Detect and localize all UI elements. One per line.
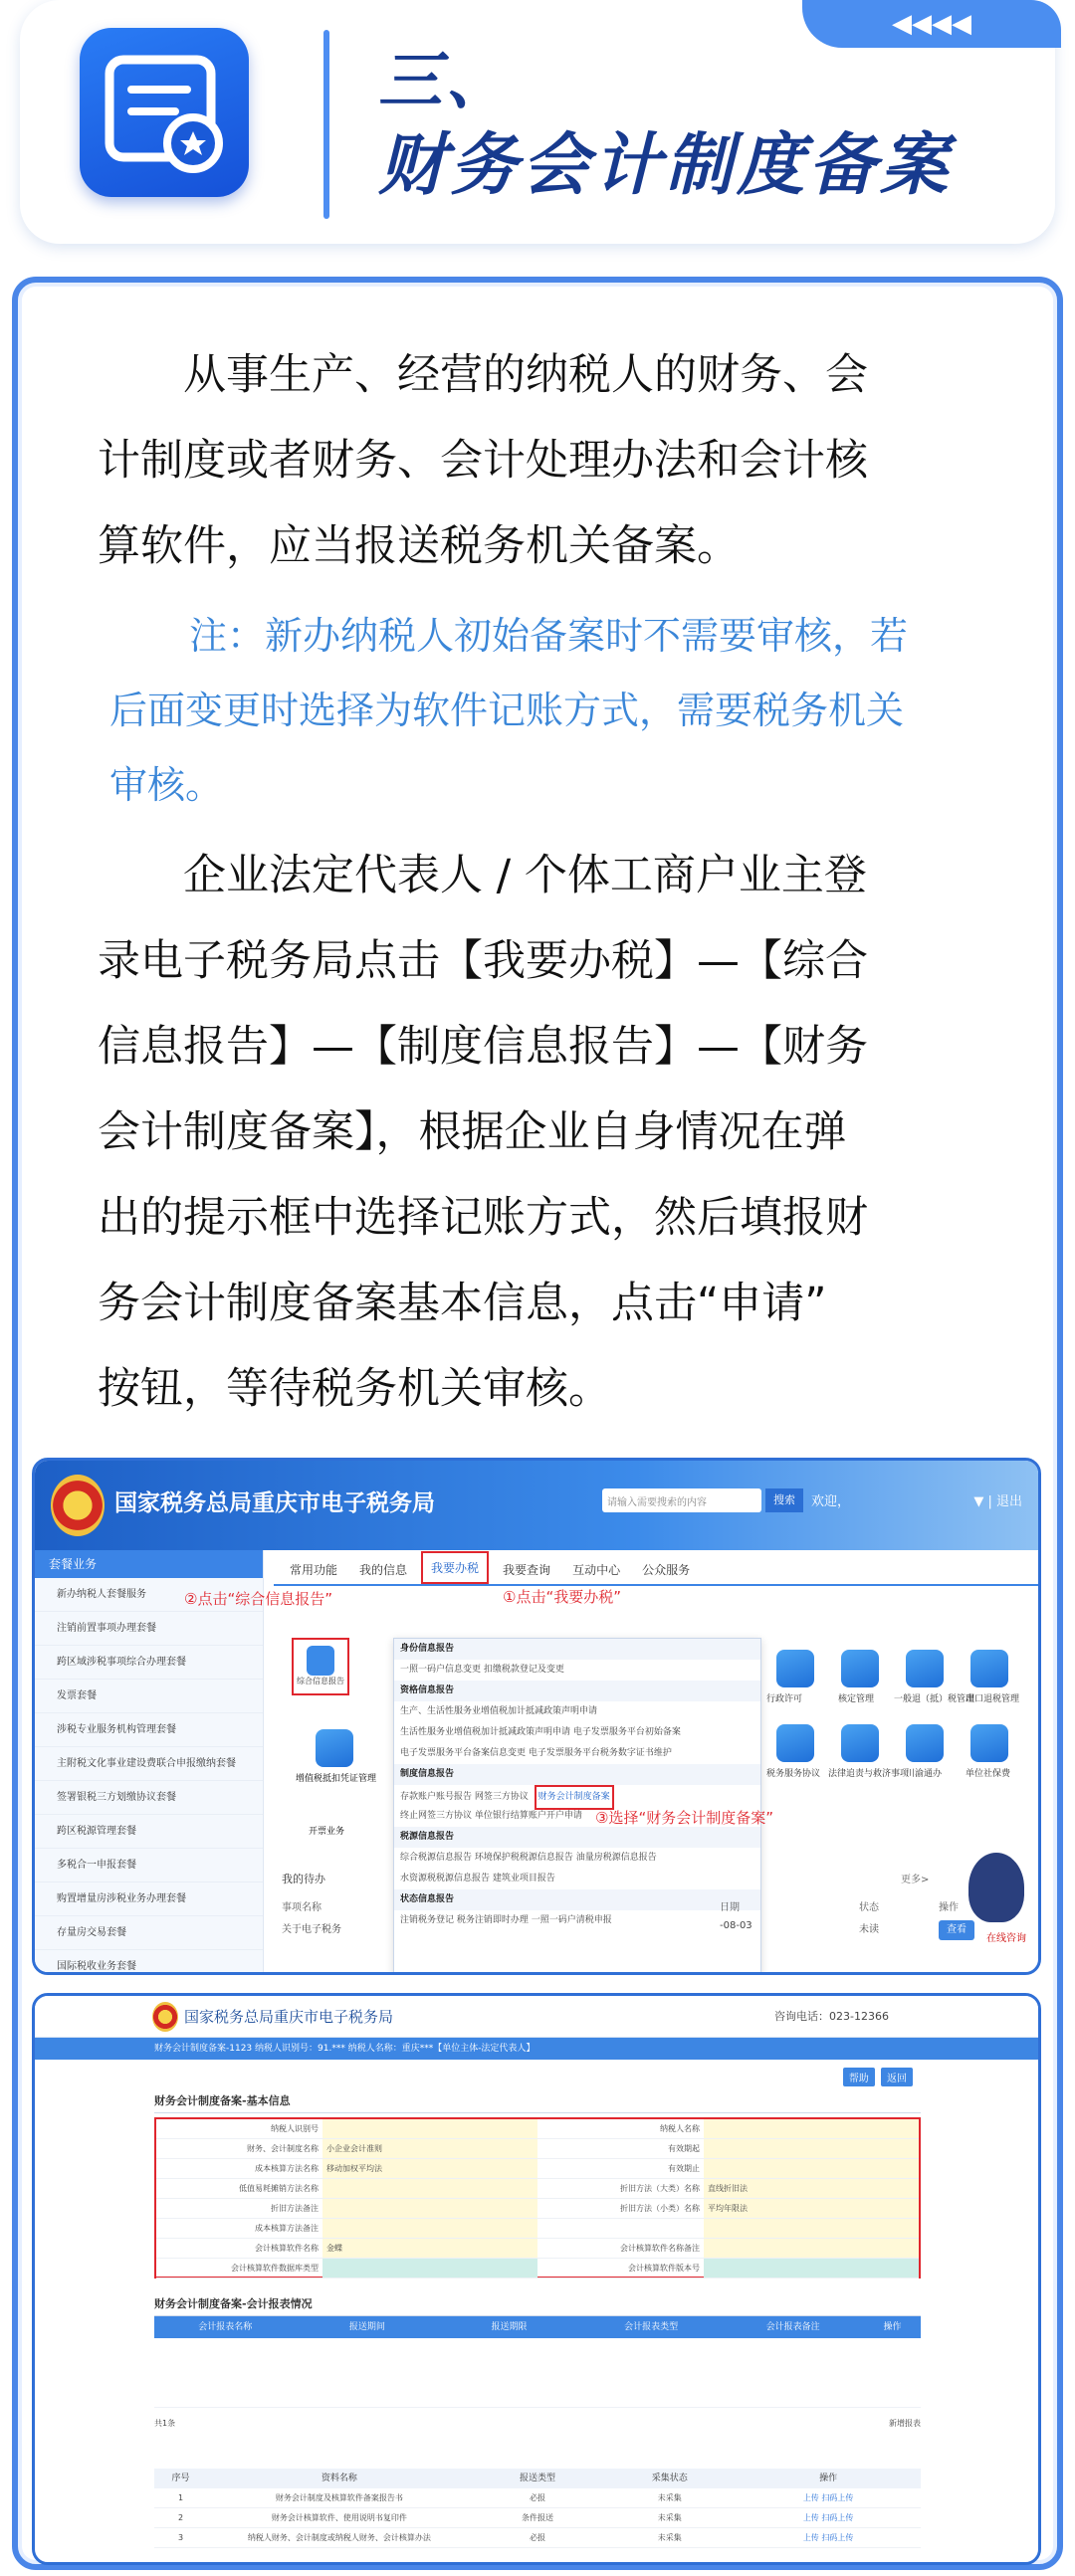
upload-link[interactable]: 上传 扫码上传 [802, 2533, 854, 2542]
field-label: 折旧方法备注 [271, 2204, 320, 2213]
col-header: 日期 [720, 1902, 740, 1913]
cell: 未采集 [657, 2513, 682, 2522]
sidebar-item[interactable]: 签署银税三方划缴协议套餐 [35, 1781, 263, 1815]
field-label: 会计核算软件版本号 [628, 2264, 701, 2273]
field-value[interactable]: 直线折旧法 [704, 2179, 919, 2198]
form-buttons [840, 2068, 913, 2086]
divider [323, 30, 329, 219]
agreement-icon[interactable] [776, 1724, 814, 1762]
field-value[interactable]: 小企业会计准则 [322, 2139, 538, 2158]
text-line: 企业法定代表人 / 个体工商户业主登 [183, 851, 867, 900]
icon-label: 增值税抵扣凭证管理 [296, 1774, 377, 1784]
col-header: 操作 [883, 2322, 902, 2332]
col-header: 状态 [859, 1902, 879, 1913]
col-header: 报送类型 [520, 2474, 556, 2483]
menu-item-financial-filing[interactable]: 财务会计制度备案 [535, 1785, 614, 1810]
new-report-button[interactable]: 新增报表 [889, 2419, 921, 2428]
total-count: 共1条 [154, 2419, 176, 2428]
field-value[interactable] [322, 2179, 538, 2198]
field-label: 成本核算方法备注 [255, 2224, 320, 2233]
col-header: 操作 [939, 1902, 959, 1913]
section-reports: 财务会计制度备案-会计报表情况 [154, 2292, 921, 2316]
col-header: 报送期限 [491, 2322, 528, 2332]
icon-label: 核定管理 [838, 1694, 875, 1704]
note-line: 注：新办纳税人初始备案时不需要审核，若 [189, 614, 909, 658]
col-header: 报送期间 [348, 2322, 385, 2332]
section-number: 三、 [378, 44, 514, 118]
menu-item[interactable] [394, 1785, 760, 1806]
doc-row [154, 2488, 921, 2508]
sidebar-item[interactable]: 发票套餐 [35, 1680, 263, 1713]
field-label: 低值易耗摊销方法名称 [239, 2184, 320, 2193]
field-value[interactable] [704, 2139, 919, 2158]
tab-bar [274, 1550, 1038, 1586]
cell: 财务会计核算软件、使用说明书复印件 [271, 2513, 407, 2522]
sidebar-item[interactable]: 注销前置事项办理套餐 [35, 1612, 263, 1646]
text-line: 录电子税务局点击【我要办税】—【综合 [98, 936, 868, 986]
screenshot-menu [32, 1458, 1041, 1975]
text-line: 信息报告】—【制度信息报告】—【财务 [98, 1022, 868, 1072]
cell: 条件报送 [522, 2513, 553, 2522]
text-line: 出的提示框中选择记账方式，然后填报财 [98, 1193, 868, 1243]
search-button[interactable]: 搜索 [765, 1488, 803, 1512]
sidebar-item[interactable]: 主附税文化事业建设费联合申报缴纳套餐 [35, 1747, 263, 1781]
form-body [154, 2068, 921, 2548]
cell: 必报 [530, 2493, 545, 2502]
basic-info-form [154, 2117, 921, 2279]
menu-item[interactable]: 注销税务登记 税务注销即时办理 一照一码户清税申报 [400, 1915, 612, 1925]
field-value[interactable] [322, 2199, 538, 2218]
cell: -08-03 [720, 1920, 752, 1931]
col-header: 事项名称 [282, 1902, 322, 1913]
col-header: 会计报表名称 [198, 2322, 253, 2332]
legal-icon[interactable] [841, 1724, 879, 1762]
field-value[interactable]: 金蝶 [322, 2239, 538, 2258]
field-value[interactable] [704, 2219, 919, 2238]
menu-item[interactable]: 水资源税税源信息报告 建筑业项目报告 [400, 1874, 555, 1883]
col-header: 序号 [171, 2474, 190, 2483]
license-icon[interactable] [776, 1650, 814, 1687]
col-header: 资料名称 [321, 2474, 357, 2483]
menu-header: 状态信息报告 [394, 1889, 760, 1910]
sidebar-item[interactable]: 购置增量房涉税业务办理套餐 [35, 1882, 263, 1916]
col-header: 操作 [819, 2474, 838, 2483]
field-value[interactable] [704, 2159, 919, 2178]
refund-icon[interactable] [906, 1650, 944, 1687]
field-label: 会计核算软件名称备注 [620, 2244, 701, 2253]
ribbon-arrows: ◀◀◀◀ [802, 0, 1061, 48]
field-label: 财务、会计制度名称 [247, 2144, 320, 2153]
report-footer [154, 2418, 921, 2429]
field-label: 折旧方法（小类）名称 [620, 2204, 701, 2213]
phone-text: 咨询电话：023-12366 [774, 2010, 889, 2023]
help-button[interactable]: 帮助 [843, 2068, 875, 2086]
menu-header: 身份信息报告 [394, 1639, 760, 1660]
menu-item[interactable]: 终止网签三方协议 单位银行结算账户开户申请 [400, 1811, 582, 1821]
field-value[interactable] [704, 2119, 919, 2138]
text-line: 会计制度备案】，根据企业自身情况在弹 [98, 1107, 847, 1157]
icon-label: 开票业务 [309, 1827, 345, 1837]
chuanyu-icon[interactable] [906, 1724, 944, 1762]
export-refund-icon[interactable] [970, 1650, 1008, 1687]
view-button[interactable]: 查看 [939, 1920, 974, 1940]
document-icon [80, 28, 249, 197]
icon-label: 单位社保费 [966, 1769, 1011, 1779]
form-row [156, 2259, 919, 2279]
form-site-header [35, 1996, 1038, 2038]
form-row [156, 2239, 919, 2259]
icon-label: 行政许可 [766, 1694, 803, 1704]
report-table-body [154, 2338, 921, 2408]
form-row [156, 2219, 919, 2239]
form-row [156, 2119, 919, 2139]
cell: 关于电子税务 [282, 1924, 341, 1935]
field-label: 纳税人名称 [660, 2124, 701, 2133]
table-header [282, 1898, 1038, 1918]
menu-header: 税源信息报告 [394, 1827, 760, 1848]
section-basic-info: 财务会计制度备案-基本信息 [154, 2089, 921, 2113]
search-input[interactable]: 请输入需要搜索的内容 [602, 1488, 761, 1512]
text-line: 计制度或者财务、会计处理办法和会计核 [98, 436, 868, 486]
table-row [282, 1920, 1038, 1940]
doc-row [154, 2528, 921, 2548]
sidebar-item[interactable]: 多税合一申报套餐 [35, 1849, 263, 1882]
annotation-step3: ③选择“财务会计制度备案” [595, 1809, 773, 1827]
paragraph-steps [98, 833, 1033, 1432]
field-value[interactable]: 移动加权平均法 [322, 2159, 538, 2178]
sidebar-item[interactable]: 国际税收业务套餐 [35, 1950, 263, 1975]
text-line: 算软件，应当报送税务机关备案。 [98, 521, 740, 571]
field-label: 会计核算软件名称 [255, 2244, 320, 2253]
field-label: 纳税人识别号 [271, 2124, 320, 2133]
tab-query[interactable]: 我要查询 [503, 1563, 551, 1577]
cell: 必报 [530, 2533, 545, 2542]
menu-header: 制度信息报告 [394, 1764, 760, 1785]
report-table-header [154, 2316, 921, 2338]
icon-label: 出口退税管理 [966, 1694, 1020, 1704]
tab-interaction[interactable]: 互动中心 [572, 1563, 621, 1577]
field-label [538, 2219, 704, 2238]
verify-icon[interactable] [841, 1650, 879, 1687]
cell: 2 [178, 2513, 184, 2522]
welcome-text: 欢迎， [811, 1494, 851, 1509]
note-text [109, 599, 1045, 823]
annotation-step2: ②点击“综合信息报告” [184, 1590, 332, 1608]
todo-label: 我的待办 [282, 1873, 325, 1885]
text-line: 从事生产、经营的纳税人的财务、会 [183, 350, 868, 400]
invoice-icon[interactable] [316, 1729, 353, 1767]
tab-common[interactable]: 常用功能 [290, 1563, 338, 1577]
cell: 1 [178, 2493, 184, 2502]
form-row [156, 2179, 919, 2199]
form-row [156, 2199, 919, 2219]
icon-label: 川渝通办 [906, 1769, 943, 1779]
col-header: 会计报表类型 [624, 2322, 679, 2332]
text-line: 按钮，等待税务机关审核。 [98, 1364, 611, 1414]
form-row [156, 2139, 919, 2159]
taxpayer-bar: 财务会计制度备案-1123 纳税人识别号：91.*** 纳税人名称：重庆***【单位主体-法定代表人】 [35, 2038, 1038, 2060]
site-header [35, 1461, 1038, 1550]
annotation-step1: ①点击“我要办税” [503, 1588, 621, 1606]
note-line: 后面变更时选择为软件记账方式，需要税务机关 [109, 689, 905, 732]
menu-item[interactable]: 生活性服务业增值税加计抵减政策声明申请 电子发票服务平台初始备案 [400, 1727, 681, 1737]
cell: 3 [178, 2533, 184, 2542]
col-header: 采集状态 [651, 2474, 688, 2483]
cell: 财务会计制度及核算软件备案报告书 [275, 2493, 403, 2502]
paragraph-intro [98, 332, 1033, 589]
field-value[interactable] [704, 2259, 919, 2278]
field-label: 折旧方法（大类）名称 [620, 2184, 701, 2193]
tab-public[interactable]: 公众服务 [642, 1563, 691, 1577]
field-value[interactable] [322, 2259, 538, 2278]
upload-link[interactable]: 上传 扫码上传 [802, 2493, 854, 2502]
back-button[interactable]: 返回 [881, 2068, 913, 2086]
icon-label: 综合信息报告 [297, 1677, 344, 1685]
logout-link[interactable]: ▼ | 退出 [973, 1494, 1022, 1509]
icon-label: 法律追责与救济事项 [828, 1769, 910, 1779]
sidebar-item[interactable]: 跨区域涉税事项综合办理套餐 [35, 1646, 263, 1680]
mascot-label: 在线咨询 [986, 1933, 1026, 1944]
cell: 纳税人财务、会计制度或纳税人财务、会计核算办法 [247, 2533, 431, 2542]
field-value[interactable] [704, 2239, 919, 2258]
comprehensive-report-icon[interactable] [292, 1638, 349, 1695]
text-line: 务会计制度备案基本信息，点击“申请” [98, 1279, 827, 1328]
field-label: 会计核算软件数据库类型 [231, 2264, 320, 2273]
sidebar-item[interactable]: 跨区税源管理套餐 [35, 1815, 263, 1849]
cell: 未读 [859, 1924, 879, 1935]
section-title: 财务会计制度备案 [378, 125, 953, 205]
field-label: 有效期止 [668, 2164, 701, 2173]
sidebar-item[interactable]: 新办纳税人套餐服务 [35, 1578, 263, 1612]
menu-item[interactable]: 一照一码户信息变更 扣缴税款登记及变更 [400, 1665, 564, 1675]
note-line: 审核。 [109, 763, 224, 807]
col-header: 会计报表备注 [765, 2322, 820, 2332]
icon-label: 一般退（抵）税管理 [894, 1694, 975, 1704]
sidebar [35, 1550, 264, 1972]
field-label: 成本核算方法名称 [255, 2164, 320, 2173]
menu-item[interactable]: 综合税源信息报告 环境保护税税源信息报告 油量房税源信息报告 [400, 1853, 657, 1863]
sidebar-item[interactable]: 涉税专业服务机构管理套餐 [35, 1713, 263, 1747]
menu-item-label: 存款账户账号报告 网签三方协议 [400, 1792, 529, 1802]
social-security-icon[interactable] [970, 1724, 1008, 1762]
tab-tax-handling[interactable]: 我要办税 [421, 1551, 489, 1584]
tax-emblem-icon [51, 1475, 105, 1536]
menu-item[interactable]: 电子发票服务平台备案信息变更 电子发票服务平台税务数字证书维护 [400, 1748, 672, 1758]
sidebar-item[interactable]: 存量房交易套餐 [35, 1916, 263, 1950]
menu-header: 资格信息报告 [394, 1681, 760, 1701]
doc-row [154, 2508, 921, 2528]
cell: 未采集 [657, 2533, 682, 2542]
site-title: 国家税务总局重庆市电子税务局 [114, 1490, 435, 1516]
tax-emblem-icon [152, 2002, 178, 2032]
section-header [20, 0, 1055, 244]
screenshot-form [32, 1993, 1041, 2565]
tab-my-info[interactable]: 我的信息 [359, 1563, 408, 1577]
sidebar-head: 套餐业务 [35, 1550, 263, 1578]
form-row [156, 2159, 919, 2179]
doc-table-header [154, 2469, 921, 2488]
field-value[interactable] [322, 2119, 538, 2138]
cell: 未采集 [657, 2493, 682, 2502]
upload-link[interactable]: 上传 扫码上传 [802, 2513, 854, 2522]
mascot-icon[interactable] [968, 1853, 1024, 1922]
menu-item[interactable]: 生产、生活性服务业增值税加计抵减政策声明申请 [400, 1706, 598, 1716]
site-title: 国家税务总局重庆市电子税务局 [184, 2008, 394, 2026]
field-value[interactable]: 平均年限法 [704, 2199, 919, 2218]
icon-label: 税务服务协议 [766, 1769, 821, 1779]
more-link[interactable]: 更多> [901, 1875, 930, 1885]
field-value[interactable] [322, 2219, 538, 2238]
field-label: 有效期起 [668, 2144, 701, 2153]
